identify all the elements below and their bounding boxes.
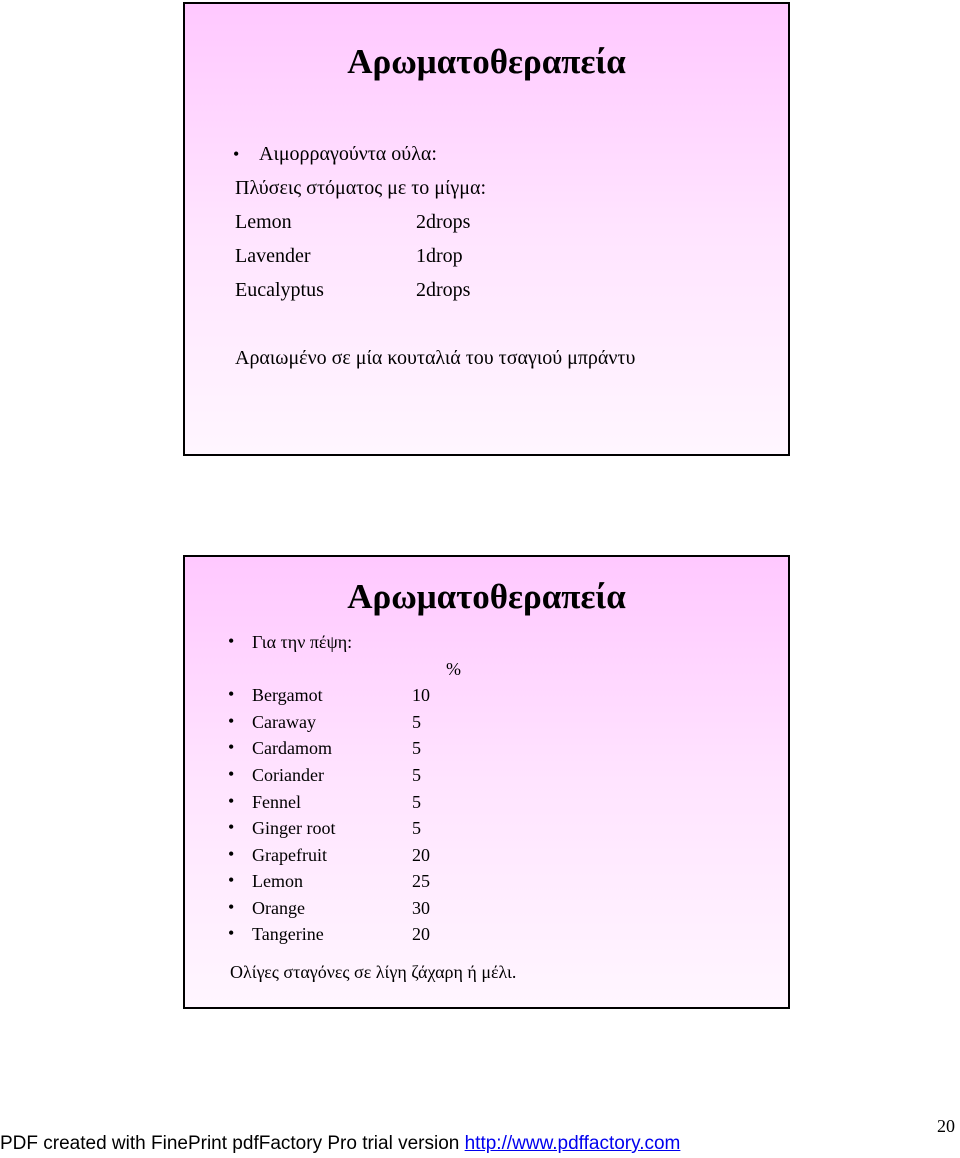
pdf-footer [0,1133,680,1155]
bullet-icon: • [228,897,235,917]
bullet-icon: • [228,817,235,837]
oil-percent: 5 [412,712,421,732]
oil-percent: 10 [412,685,430,705]
oil-name: Lemon [235,211,292,233]
oil-percent: 5 [412,818,421,838]
oil-percent: 25 [412,871,430,891]
oil-name: Fennel [252,792,301,812]
oil-name: Lemon [252,871,303,891]
bullet-icon: • [228,764,235,784]
bullet-icon: • [228,791,235,811]
slide-2-intro: Για την πέψη: [252,632,353,652]
oil-percent: 30 [412,898,430,918]
percent-header: % [446,659,461,679]
oil-amount: 2drops [416,211,471,233]
oil-percent: 20 [412,924,430,944]
oil-name: Caraway [252,712,316,732]
footer-text: PDF created with FinePrint pdfFactory Pro trial version [0,1133,465,1154]
bullet-icon: • [228,844,235,864]
bullet-icon: • [228,923,235,943]
oil-name: Bergamot [252,685,323,705]
oil-name: Cardamom [252,738,332,758]
oil-name: Grapefruit [252,845,327,865]
oil-percent: 5 [412,765,421,785]
oil-name: Eucalyptus [235,279,324,301]
oil-percent: 5 [412,792,421,812]
slide-2-title: Αρωματοθεραπεία [347,577,626,616]
slide-2 [183,555,790,1009]
oil-name: Lavender [235,245,311,267]
page-number: 20 [937,1116,955,1136]
slide-1-bullet-heading: Αιμορραγούντα ούλα: [259,143,437,165]
slide-1 [183,2,790,456]
oil-amount: 2drops [416,279,471,301]
bullet-icon: • [228,711,235,731]
slide-1-note: Αραιωμένο σε μία κουταλιά του τσαγιού μπράντυ [235,347,636,369]
bullet-icon: • [228,684,235,704]
footer-link[interactable]: http://www.pdffactory.com [464,1133,681,1154]
bullet-icon: • [228,631,235,651]
oil-amount: 1drop [416,245,463,267]
oil-percent: 20 [412,845,430,865]
oil-name: Coriander [252,765,324,785]
slide-1-subheading: Πλύσεις στόματος με το μίγμα: [235,177,486,199]
bullet-icon: • [228,737,235,757]
bullet-icon: • [233,144,240,164]
bullet-icon: • [228,870,235,890]
oil-name: Ginger root [252,818,336,838]
oil-name: Tangerine [252,924,324,944]
slide-2-note: Ολίγες σταγόνες σε λίγη ζάχαρη ή μέλι. [230,962,517,982]
slide-1-title: Αρωματοθεραπεία [347,42,626,81]
oil-percent: 5 [412,738,421,758]
oil-name: Orange [252,898,305,918]
